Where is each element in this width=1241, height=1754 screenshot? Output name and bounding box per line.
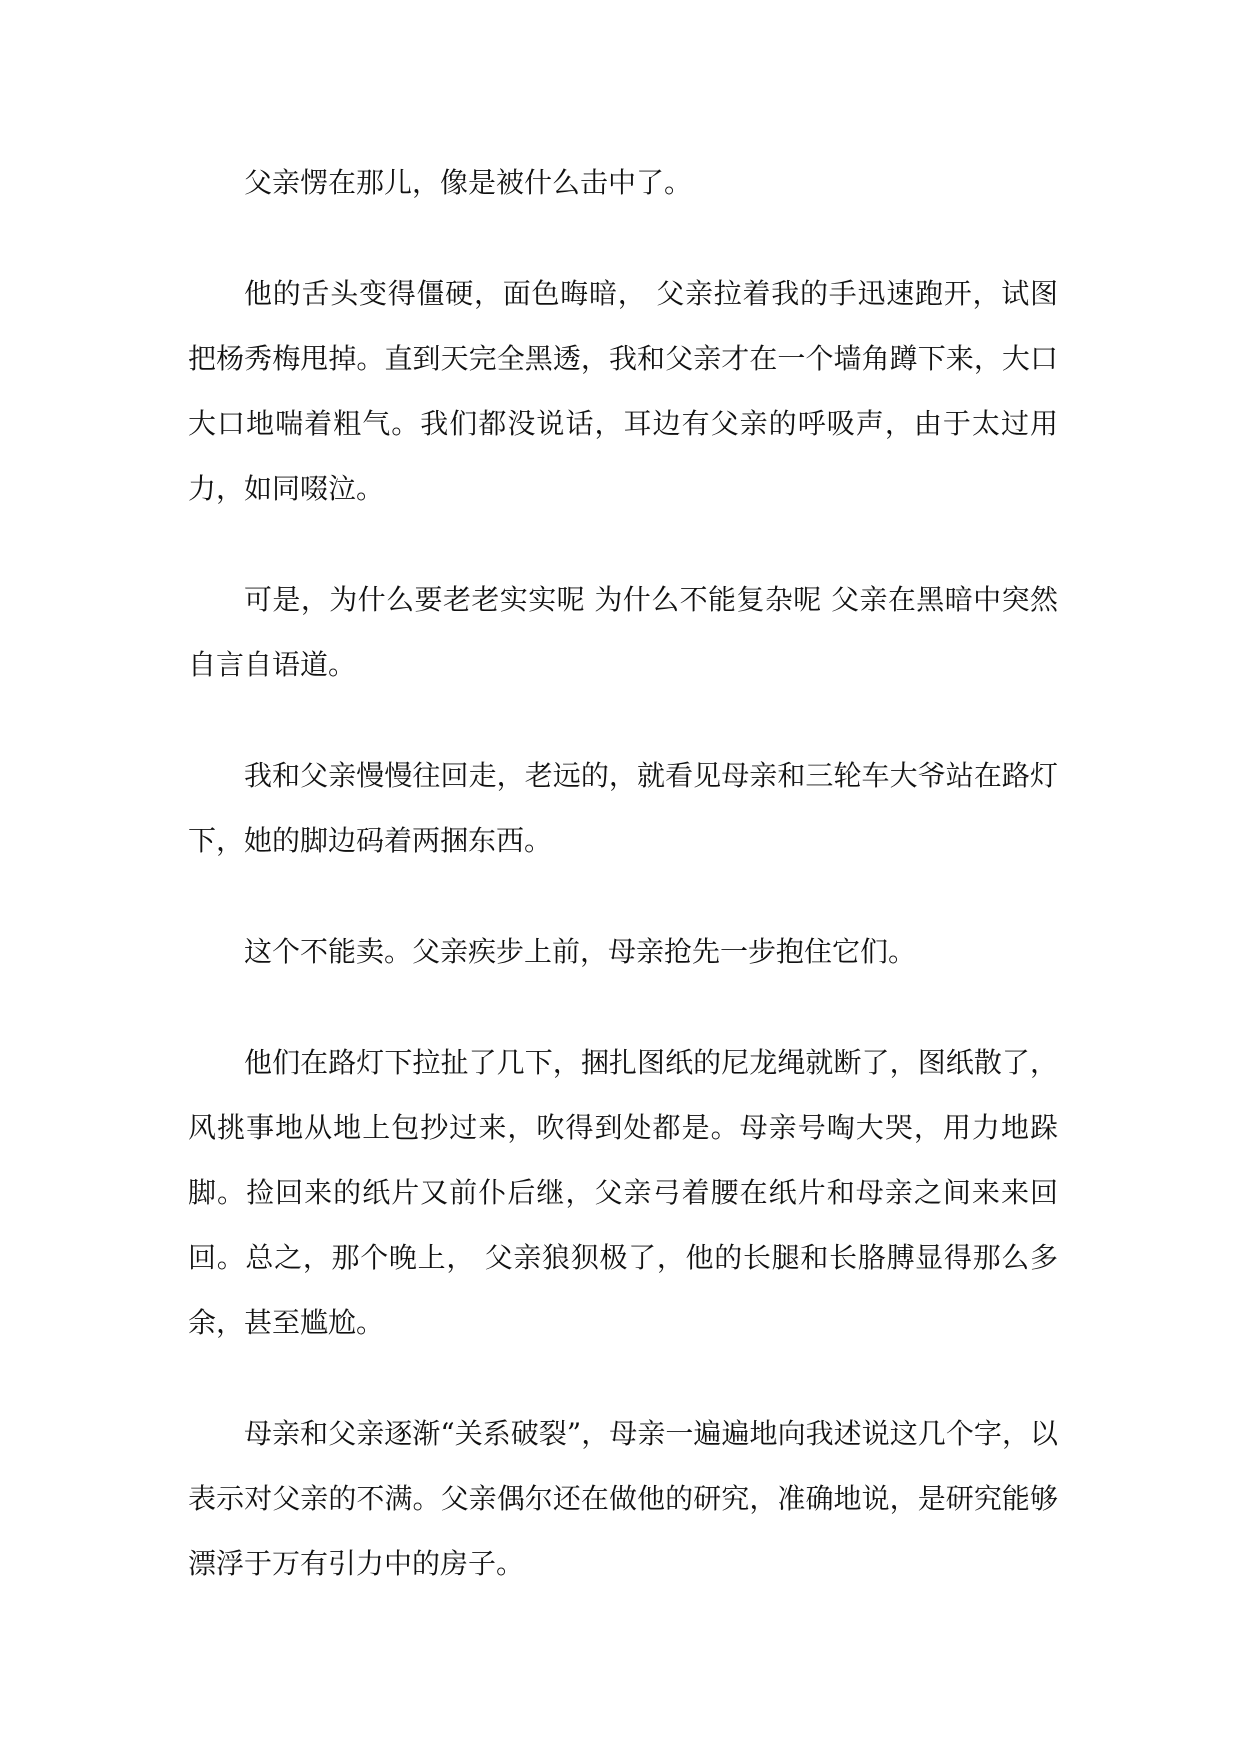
paragraph: 他们在路灯下拉扯了几下，捆扎图纸的尼龙绳就断了，图纸散了，风挑事地从地上包抄过来，吹得到处都是。母亲号啕大哭，用力地跺脚。捡回来的纸片又前仆后继，父亲弓着腰在纸片和母亲之间来来回回。总之，那个晚上， 父亲狼狈极了，他的长腿和长胳膊显得那么多余，甚至尴尬。 (188, 1046, 1058, 1339)
paragraph: 我和父亲慢慢往回走，老远的，就看见母亲和三轮车大爷站在路灯下，她的脚边码着两捆东西。 (188, 759, 1058, 857)
paragraph: 这个不能卖。父亲疾步上前，母亲抢先一步抱住它们。 (244, 935, 917, 968)
paragraph: 可是，为什么要老老实实呢 为什么不能复杂呢 父亲在黑暗中突然自言自语道。 (188, 583, 1058, 681)
paragraph: 父亲愣在那儿，像是被什么击中了。 (244, 166, 693, 199)
paragraph: 他的舌头变得僵硬，面色晦暗， 父亲拉着我的手迅速跑开，试图把杨秀梅甩掉。直到天完全黑透，我和父亲才在一个墙角蹲下来，大口大口地喘着粗气。我们都没说话，耳边有父亲的呼吸声，由于太过用力，如同啜泣。 (188, 277, 1058, 505)
document-body (188, 150, 1058, 1642)
paragraph: 母亲和父亲逐渐“关系破裂”，母亲一遍遍地向我述说这几个字，以表示对父亲的不满。父亲偶尔还在做他的研究，准确地说，是研究能够漂浮于万有引力中的房子。 (188, 1417, 1058, 1580)
